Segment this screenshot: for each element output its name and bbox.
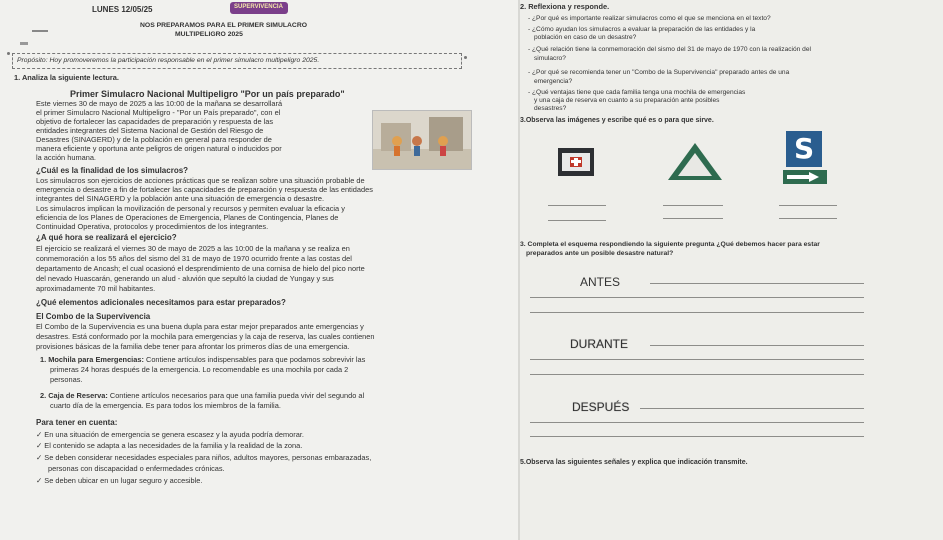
decoration-icon (20, 42, 28, 45)
exit-arrow-icon (783, 170, 827, 184)
right-page (520, 0, 943, 540)
intro-line: objetivo de fortalecer las capacidades de preparación y respuesta de las (36, 117, 274, 126)
scheme-answer-line[interactable] (650, 283, 864, 284)
scheme-answer-line[interactable] (530, 297, 864, 298)
item-mochila-label: 1. Mochila para Emergencias: (40, 355, 144, 364)
combo-line: provisiones básicas de la familia debe tener para afrontar los primeros días de una emergencia. (36, 342, 350, 351)
question-time: ¿A qué hora se realizará el ejercicio? (36, 233, 177, 242)
antes-label: ANTES (580, 275, 621, 289)
answer-line: aproximadamente 70 mil habitantes. (36, 284, 156, 293)
reflection-question: - ¿Por qué es importante realizar simulacros como el que se menciona en el texto? (528, 15, 771, 22)
answer-line: El ejercicio se realizará el viernes 30 de mayo de 2025 a las 10:00 de la mañana y se realiza en (36, 244, 350, 253)
combo-line: El Combo de la Supervivencia es una buena dupla para estar mejor preparados ante emergencias y (36, 322, 364, 331)
purpose-box (12, 53, 462, 69)
reflection-question: - ¿Qué ventajas tiene que cada familia tenga una mochila de emergencias (528, 89, 746, 96)
combo-line: desastres. Está conformado por la mochila para emergencias y la caja de reserva, las cuales contienen (36, 332, 375, 341)
intro-line: manera eficiente y oportuna ante peligros de origen natural o inducidos por (36, 144, 282, 153)
safe-zone-sign (786, 131, 822, 167)
answer-line[interactable] (663, 218, 723, 219)
emergency-panel-image (558, 148, 594, 176)
answer-line[interactable] (548, 220, 606, 221)
reflection-question-cont: desastres? (534, 105, 567, 112)
question-purpose: ¿Cuál es la finalidad de los simulacros? (36, 166, 189, 175)
item-mochila (40, 356, 365, 365)
scheme-instruction-cont: preparados ante un posible desastre natural? (526, 250, 674, 257)
check-icon: ✓ (36, 430, 43, 439)
combo-title: El Combo de la Supervivencia (36, 312, 151, 321)
purpose-text: Propósito: Hoy promoveremos la participación responsable en el primer simulacro multipeligro 2025. (17, 57, 320, 64)
first-aid-box-icon (558, 148, 594, 176)
date-label: LUNES 12/05/25 (92, 5, 153, 14)
evacuation-icon (373, 111, 471, 169)
item-mochila-line: primeras 24 horas después de la emergencia. Lo recomendable es una mochila por cada 2 (50, 365, 349, 374)
tips-title: Para tener en cuenta: (36, 418, 118, 427)
simulacro-illustration (372, 110, 472, 170)
answer-line[interactable] (779, 218, 837, 219)
item-caja-line: cuarto día de la emergencia. Es para todos los miembros de la familia. (50, 401, 281, 410)
reflection-question: - ¿Qué relación tiene la conmemoración del sismo del 31 de mayo de 1970 con la realización del (528, 46, 811, 53)
section-5-title: 5.Observa las siguientes señales y explica que indicación transmite. (520, 459, 748, 466)
check-icon: ✓ (36, 441, 43, 450)
answer-line: eficiencia de los Planes de Operaciones de Emergencia, Planes de Contingencia, Planes de (36, 213, 339, 222)
answer-line[interactable] (779, 205, 837, 206)
scheme-answer-line[interactable] (530, 359, 864, 360)
instruction-1: 1. Analiza la siguiente lectura. (14, 73, 119, 82)
tip-item: ✓ En una situación de emergencia se genera escasez y la ayuda podría demorar. (36, 430, 304, 439)
tip-item: ✓ Se deben ubicar en un lugar seguro y accesible. (36, 476, 203, 485)
title-line-1: NOS PREPARAMOS PARA EL PRIMER SIMULACRO (140, 22, 308, 29)
scheme-answer-line[interactable] (530, 374, 864, 375)
banner-text: SUPERVIVENCIA (234, 4, 283, 10)
answer-line[interactable] (548, 205, 606, 206)
scheme-answer-line[interactable] (530, 422, 864, 423)
scheme-answer-line[interactable] (650, 345, 864, 346)
answer-line: Continuidad Operativa, protocolos y procedimientos de los integrantes. (36, 222, 269, 231)
reflection-question: - ¿Cómo ayudan los simulacros a evaluar la preparación de las entidades y la (528, 26, 756, 33)
title-line-2: MULTIPELIGRO 2025 (175, 31, 243, 38)
exit-sign-image (783, 170, 827, 184)
reflection-question-cont: y una caja de reserva en cuanto a su preparación ante posibles (534, 97, 720, 104)
check-icon: ✓ (36, 453, 43, 462)
answer-line: departamento de Ancash; el cual ocasionó el desprendimiento de una cornisa de hielo del pico norte (36, 264, 365, 273)
answer-line[interactable] (663, 205, 723, 206)
check-icon: ✓ (36, 476, 43, 485)
decoration-icon (32, 30, 48, 38)
scheme-instruction: 3. Completa el esquema respondiendo la siguiente pregunta ¿Qué debemos hacer para estar (520, 241, 820, 248)
answer-line: conmemoración a los 55 años del sismo del 31 de mayo de 1970 ocurrido frente a las costas del (36, 254, 352, 263)
bullet-icon (464, 56, 467, 59)
sign-letter: S (794, 132, 815, 165)
section-2-title: 2. Reflexiona y responde. (520, 2, 610, 11)
warning-sign-image (666, 140, 724, 187)
reflection-question-cont: simulacro? (534, 55, 566, 62)
answer-line: Los simulacros implican la movilización de personal y recursos y permiten evaluar la eficacia y (36, 204, 345, 213)
intro-line: el primer Simulacro Nacional Multipeligro - "Por un País preparado", con el (36, 108, 281, 117)
tip-item: ✓ El contenido se adapta a las necesidades de la familia y la realidad de la zona. (36, 441, 303, 450)
reflection-question: - ¿Por qué se recomienda tener un "Combo de la Supervivencia" preparado antes de una (528, 69, 790, 76)
item-caja-text: Contiene artículos necesarios para que una familia pueda vivir del segundo al (109, 391, 365, 400)
scheme-answer-line[interactable] (530, 436, 864, 437)
bullet-icon (7, 52, 10, 55)
durante-label: DURANTE (570, 337, 629, 351)
intro-line: entidades integrantes del Sistema Nacional de Gestión del Riesgo de (36, 126, 264, 135)
tip-item-continued: personas con discapacidad o enfermedades crónicas. (48, 464, 225, 473)
answer-line: emergencia o desastre a fin de fortalecer las capacidades de preparación y respuesta de las entidades (36, 185, 373, 194)
item-caja (40, 392, 364, 401)
item-mochila-line: personas. (50, 375, 83, 384)
item-mochila-text: Contiene artículos indispensables para que podamos sobrevivir las (145, 355, 366, 364)
triangle-warning-icon (666, 140, 724, 182)
answer-line: integrantes del SINAGERD y la población ante una situación de emergencia o desastre. (36, 194, 324, 203)
answer-line: del nevado Huascarán, generando un alud - aluvión que sepultó la ciudad de Yungay y sus (36, 274, 334, 283)
scheme-answer-line[interactable] (640, 408, 864, 409)
reflection-question-cont: emergencia? (534, 78, 573, 85)
intro-line: la acción humana. (36, 153, 96, 162)
despues-label: DESPUÉS (572, 400, 630, 414)
reading-title: Primer Simulacro Nacional Multipeligro "Por un país preparado" (70, 89, 345, 99)
reflection-question-cont: población en caso de un desastre? (534, 34, 637, 41)
question-elements: ¿Qué elementos adicionales necesitamos para estar preparados? (36, 298, 286, 307)
item-caja-label: 2. Caja de Reserva: (40, 391, 108, 400)
tip-item: ✓ Se deben considerar necesidades especiales para niños, adultos mayores, personas embarazadas, (36, 453, 372, 462)
banner-image (230, 2, 288, 14)
section-3-title: 3.Observa las imágenes y escribe qué es o para que sirve. (520, 117, 714, 124)
intro-line: Desastres (SINAGERD) y de la población en general para responder de (36, 135, 272, 144)
scheme-answer-line[interactable] (530, 312, 864, 313)
answer-line: Los simulacros son ejercicios de acciones prácticas que se realizan sobre una situación probable de (36, 176, 365, 185)
intro-line: Este viernes 30 de mayo de 2025 a las 10:00 de la mañana se desarrollará (36, 99, 283, 108)
